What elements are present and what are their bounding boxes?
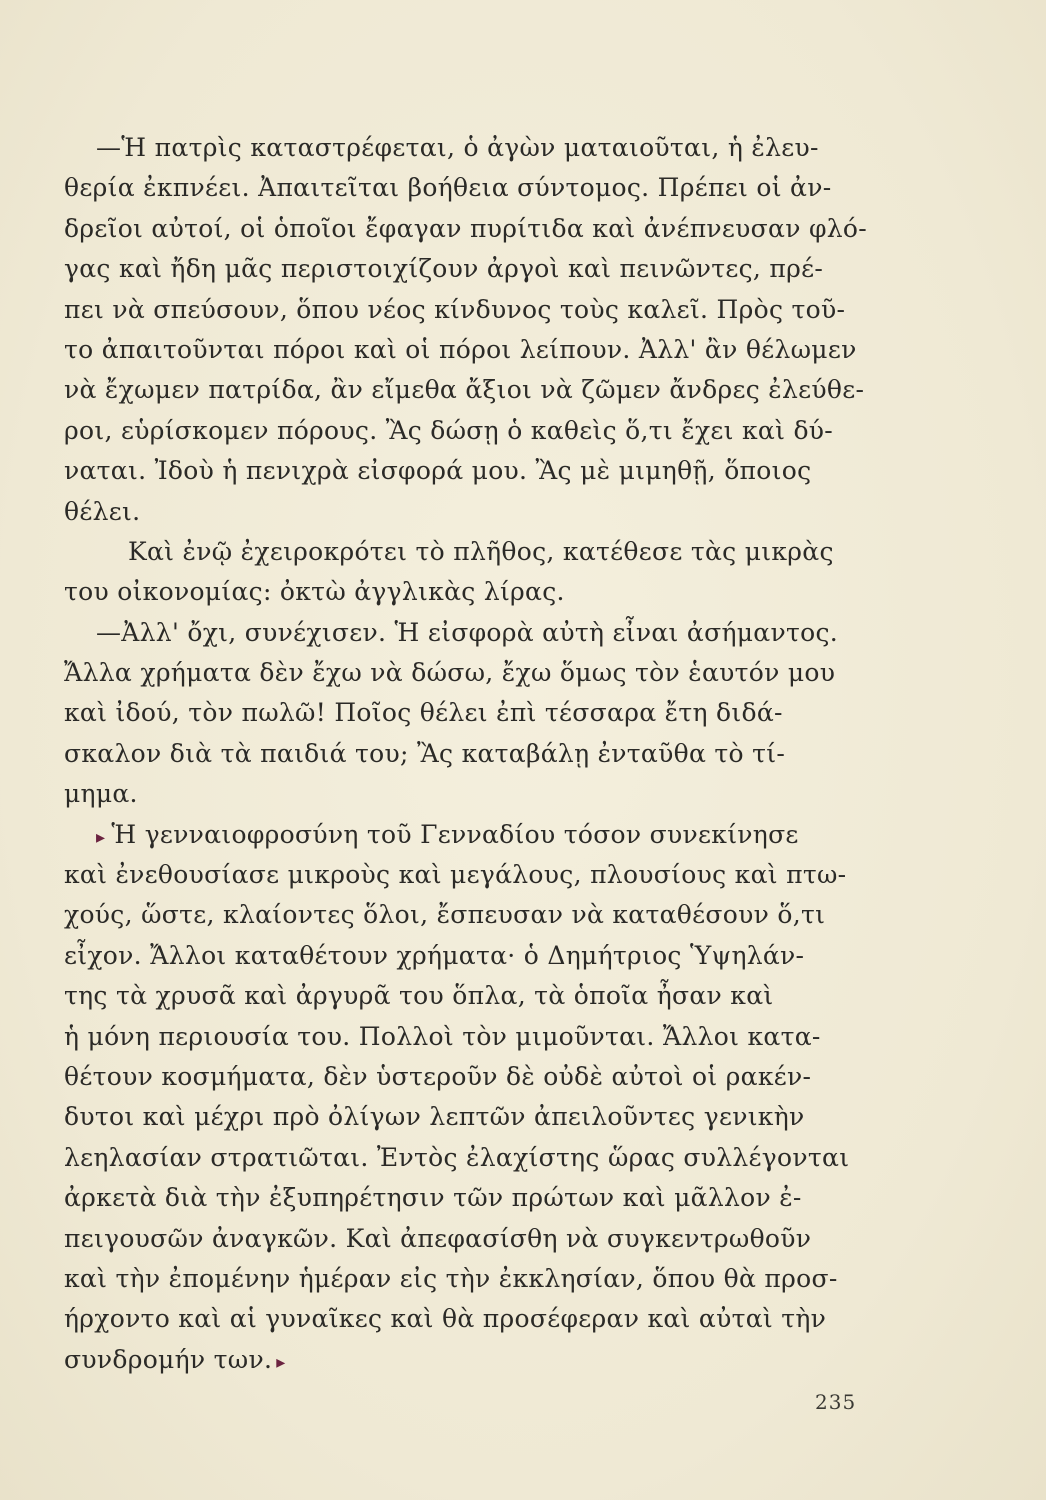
text-line: ήρχοντο καὶ αἱ γυναῖκες καὶ θὰ προσέφεραν καὶ αὐταὶ τὴν [64, 1304, 827, 1334]
text-line: πειγουσῶν ἀναγκῶν. Καὶ ἀπεφασίσθη νὰ συγκεντρωθοῦν [64, 1223, 812, 1253]
text-line: θέτουν κοσμήματα, δὲν ὑστεροῦν δὲ οὐδὲ αὐτοὶ οἱ ρακέν- [64, 1061, 812, 1091]
text-line: καὶ τὴν ἐπομένην ἡμέραν εἰς τὴν ἐκκλησίαν, ὅπου θὰ προσ- [64, 1263, 838, 1293]
text-line: της τὰ χρυσᾶ καὶ ἀργυρᾶ του ὅπλα, τὰ ὁποῖα ἦσαν καὶ [64, 981, 774, 1011]
text-line: ἀρκετὰ διὰ τὴν ἐξυπηρέτησιν τῶν πρώτων καὶ μᾶλλον ἐ- [64, 1183, 802, 1213]
text-line: χούς, ὥστε, κλαίοντες ὅλοι, ἔσπευσαν νὰ καταθέσουν ὅ,τι [64, 900, 826, 930]
text-line: δρεῖοι αὐτοί, οἱ ὁποῖοι ἔφαγαν πυρίτιδα καὶ ἀνέπνευσαν φλό- [64, 213, 868, 243]
text-line: γας καὶ ἤδη μᾶς περιστοιχίζουν ἀργοὶ καὶ πεινῶντες, πρέ- [64, 254, 824, 284]
text-line: θέλει. [64, 496, 141, 526]
text-line: καὶ ἰδού, τὸν πωλῶ! Ποῖος θέλει ἐπὶ τέσσαρα ἔτη διδά- [64, 698, 783, 728]
text-line: μημα. [64, 779, 138, 809]
text-line: ναται. Ἰδοὺ ἡ πενιχρὰ εἰσφορά μου. Ἂς μὲ μιμηθῇ, ὅποιος [64, 456, 812, 486]
handwritten-marker-icon: ▸ [96, 826, 106, 848]
text-line: Ἄλλα χρήματα δὲν ἔχω νὰ δώσω, ἔχω ὅμως τὸν ἑαυτόν μου [64, 658, 836, 688]
text-line: ροι, εὑρίσκομεν πόρους. Ἂς δώσῃ ὁ καθεὶς ὅ,τι ἔχει καὶ δύ- [64, 415, 834, 445]
text-line: —Ἡ πατρὶς καταστρέφεται, ὁ ἀγὼν ματαιοῦται, ἡ ἐλευ- [96, 133, 819, 162]
text-line: Ἡ γενναιοφροσύνη τοῦ Γενναδίου τόσον συνεκίνησε [111, 819, 799, 849]
text-line: Καὶ ἐνῷ ἐχειροκρότει τὸ πλῆθος, κατέθεσε τὰς μικρὰς [128, 536, 834, 566]
body-text [64, 128, 868, 1380]
text-line: δυτοι καὶ μέχρι πρὸ ὀλίγων λεπτῶν ἀπειλοῦντες γενικὴν [64, 1102, 805, 1132]
text-line: το ἀπαιτοῦνται πόροι καὶ οἱ πόροι λείπουν. Ἀλλ' ἂν θέλωμεν [64, 334, 857, 364]
page-number: 235 [815, 1390, 857, 1414]
text-line-marked [64, 1340, 864, 1380]
text-line: θερία ἐκπνέει. Ἀπαιτεῖται βοήθεια σύντομος. Πρέπει οἱ ἀν- [64, 173, 832, 203]
text-line: εἶχον. Ἄλλοι καταθέτουν χρήματα· ὁ Δημήτριος Ὑψηλάν- [64, 940, 805, 970]
text-line: ἡ μόνη περιουσία του. Πολλοὶ τὸν μιμοῦνται. Ἄλλοι κατα- [64, 1021, 821, 1051]
text-line: συνδρομήν των. [64, 1344, 273, 1374]
handwritten-marker-icon: ▸ [276, 1351, 286, 1373]
text-line: του οἰκονομίας: ὀκτὼ ἀγγλικὰς λίρας. [64, 577, 565, 607]
text-line: —Ἀλλ' ὄχι, συνέχισεν. Ἡ εἰσφορὰ αὐτὴ εἶναι ἀσήμαντος. [96, 617, 838, 647]
text-line: λεηλασίαν στρατιῶται. Ἐντὸς ἐλαχίστης ὥρας συλλέγονται [64, 1142, 850, 1172]
text-line: νὰ ἔχωμεν πατρίδα, ἂν εἴμεθα ἄξιοι νὰ ζῶμεν ἄνδρες ἐλεύθε- [64, 375, 865, 405]
text-line: πει νὰ σπεύσουν, ὅπου νέος κίνδυνος τοὺς καλεῖ. Πρὸς τοῦ- [64, 294, 846, 324]
text-line: καὶ ἐνεθουσίασε μικροὺς καὶ μεγάλους, πλουσίους καὶ πτω- [64, 860, 847, 890]
text-line-marked [64, 815, 864, 855]
text-line: σκαλον διὰ τὰ παιδιά του; Ἂς καταβάλῃ ἐνταῦθα τὸ τί- [64, 738, 786, 768]
